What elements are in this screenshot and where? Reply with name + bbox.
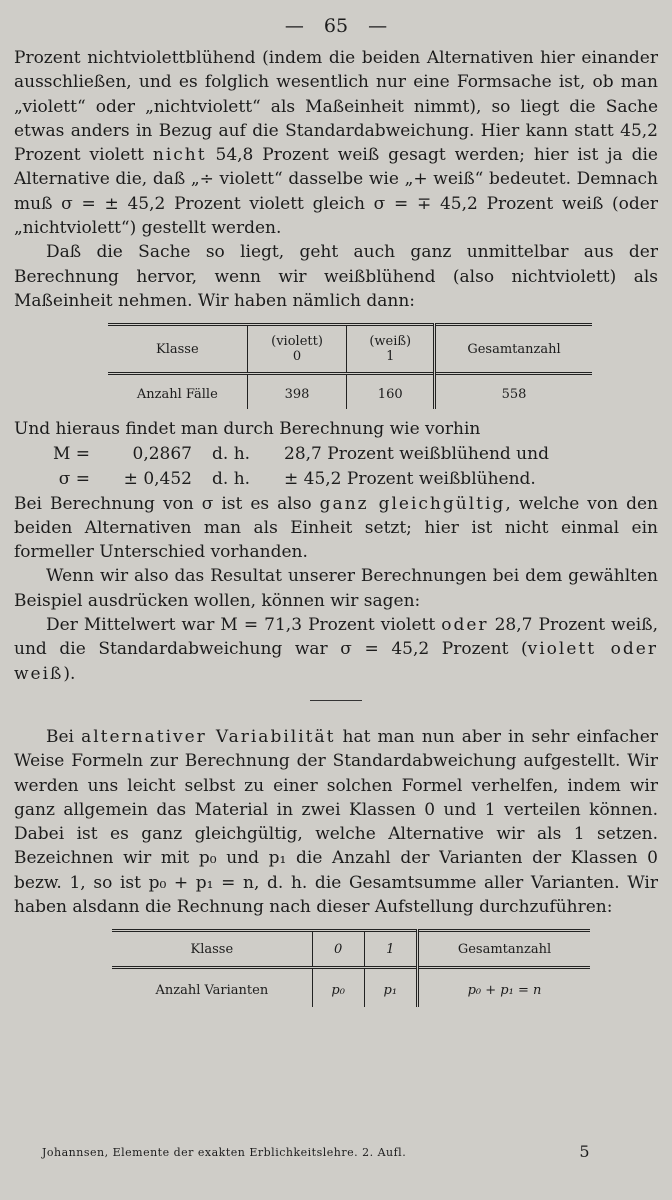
- formula-mean-value: 0,2867: [132, 443, 192, 464]
- formula-mean-text: 28,7 Prozent weißblühend und: [284, 443, 549, 464]
- paragraph-6-text: Der Mittelwert war M = 71,3 Prozent violett: [46, 615, 442, 636]
- page-footer: [42, 1142, 590, 1161]
- td-p1: p₁: [364, 968, 417, 1008]
- table-row: [112, 968, 590, 1008]
- paragraph-7-text: Bei: [46, 726, 82, 747]
- paragraph-1-text-b: 54,8 Prozent weiß gesagt werden; hier ist ja die Alternative die, daß „÷ violett“ dasselbe wie „+ weiß“ bedeutet. Demnach muß σ = ± 45,2 Prozent violett gleich σ = ∓ 45,2 Prozent weiß (oder „nichtviolett“) gestellt werden.: [14, 145, 658, 239]
- th-class-0: 0: [312, 931, 364, 968]
- signature-mark: 5: [579, 1142, 590, 1161]
- paragraph-1: [14, 46, 658, 240]
- table-row: [108, 374, 592, 410]
- th-klasse: Klasse: [190, 941, 234, 957]
- paragraph-6-text-b: 28,7 Prozent weiß, und die Standardabweichung war σ = 45,2 Prozent (: [14, 615, 658, 660]
- formula-mean-lhs: M =: [52, 443, 90, 464]
- th-class-1: 1: [364, 931, 417, 968]
- td-row-label: Anzahl Varianten: [155, 982, 269, 998]
- spaced-phrase-alternativer-variabilitaet: alternativer Variabilität: [81, 726, 336, 747]
- formula-block: [14, 442, 658, 492]
- header-dash-left: —: [284, 15, 304, 37]
- footer-citation: Johannsen, Elemente der exakten Erblichkeitslehre. 2. Aufl.: [42, 1146, 407, 1159]
- th-violett-class: 0: [292, 349, 302, 365]
- td-violett: 398: [247, 374, 347, 410]
- paragraph-4-text-b: , welche von den beiden Alternativen man als Einheit setzt; hier ist nicht einmal ein formeller Unterschied vorhanden.: [14, 493, 658, 563]
- td-weiss: 160: [347, 374, 435, 410]
- paragraph-4: [14, 492, 658, 565]
- paragraph-4-text: Bei Berechnung von σ ist es also: [14, 493, 320, 514]
- page-header: [14, 12, 658, 40]
- formula-row-sigma: [14, 467, 658, 492]
- spaced-word-nicht: nicht: [152, 145, 207, 166]
- th-violett: [247, 325, 347, 374]
- spaced-phrase-ganz-gleichgueltig: ganz gleichgültig: [319, 493, 506, 514]
- paragraph-5: Wenn wir also das Resultat unserer Berechnungen bei dem gewählten Beispiel ausdrücken wollen, können wir sagen:: [14, 566, 658, 611]
- paragraph-3: Und hieraus findet man durch Berechnung wie vorhin: [14, 419, 481, 440]
- th-weiss-label: (weiß): [369, 334, 412, 350]
- paragraph-6-text-c: ).: [63, 663, 76, 684]
- paragraph-7: [14, 725, 658, 919]
- formula-sigma-text: ± 45,2 Prozent weißblühend.: [284, 468, 536, 489]
- formula-sigma-dh: d. h.: [212, 468, 251, 489]
- paragraph-6: [14, 613, 658, 686]
- td-p0: p₀: [312, 968, 364, 1008]
- th-weiss-class: 1: [386, 349, 395, 365]
- formula-row-mean: [14, 442, 658, 467]
- formula-sigma-value: ± 0,452: [123, 468, 192, 489]
- page-number: 65: [323, 15, 349, 37]
- formula-sigma-lhs: σ =: [58, 468, 90, 489]
- th-gesamtanzahl: Gesamtanzahl: [417, 931, 590, 968]
- paragraph-2: Daß die Sache so liegt, geht auch ganz unmittelbar aus der Berechnung hervor, wenn wir weißblühend (also nichtviolett) als Maßeinheit nehmen. Wir haben nämlich dann:: [14, 242, 658, 311]
- paragraph-1-text: Prozent nichtviolettblühend (indem die beiden Alternativen hier einander ausschließen, und es folglich wesentlich nur eine Formsache ist, ob man „violett“ oder „nichtviolett“ als Maßeinheit nimmt), so liegt die Sache etwas anders in Bezug auf die Standardabweichung. Hier kann statt 45,2 Prozent violett: [14, 48, 658, 166]
- formula-mean-dh: d. h.: [212, 443, 251, 464]
- table-header-row: [108, 325, 592, 374]
- td-row-label: Anzahl Fälle: [136, 386, 218, 402]
- th-violett-label: (violett): [271, 334, 323, 350]
- th-weiss: [347, 325, 435, 374]
- spaced-word-oder: oder: [441, 615, 489, 636]
- header-dash-right: —: [368, 15, 388, 37]
- td-gesamt: 558: [434, 374, 592, 410]
- th-klasse: Klasse: [155, 341, 199, 357]
- paragraph-7-text-b: hat man nun aber in sehr einfacher Weise Formeln zur Berechnung der Standardabweichung aufgestellt. Wir werden uns leicht selbst zu einer solchen Formel verhelfen, indem wir ganz allgemein das Material in zwei Klassen 0 und 1 verteilen können. Dabei ist es ganz gleichgültig, welche Alternative wir als 1 setzen. Bezeichnen wir mit p₀ und p₁ die Anzahl der Varianten der Klassen 0 bezw. 1, so ist p₀ + p₁ = n, d. h. die Gesamtsumme aller Varianten. Wir haben alsdann die Rechnung nach dieser Aufstellung durchzuführen:: [14, 726, 658, 918]
- table-violett-weiss: [108, 323, 592, 409]
- table-header-row: [112, 931, 590, 968]
- spaced-phrase-violett-oder-weiss: violett oder weiß: [14, 639, 658, 684]
- table-general-classes: [112, 929, 590, 1007]
- section-divider: [310, 700, 362, 701]
- th-gesamtanzahl: Gesamtanzahl: [434, 325, 592, 374]
- td-sum: p₀ + p₁ = n: [417, 968, 590, 1008]
